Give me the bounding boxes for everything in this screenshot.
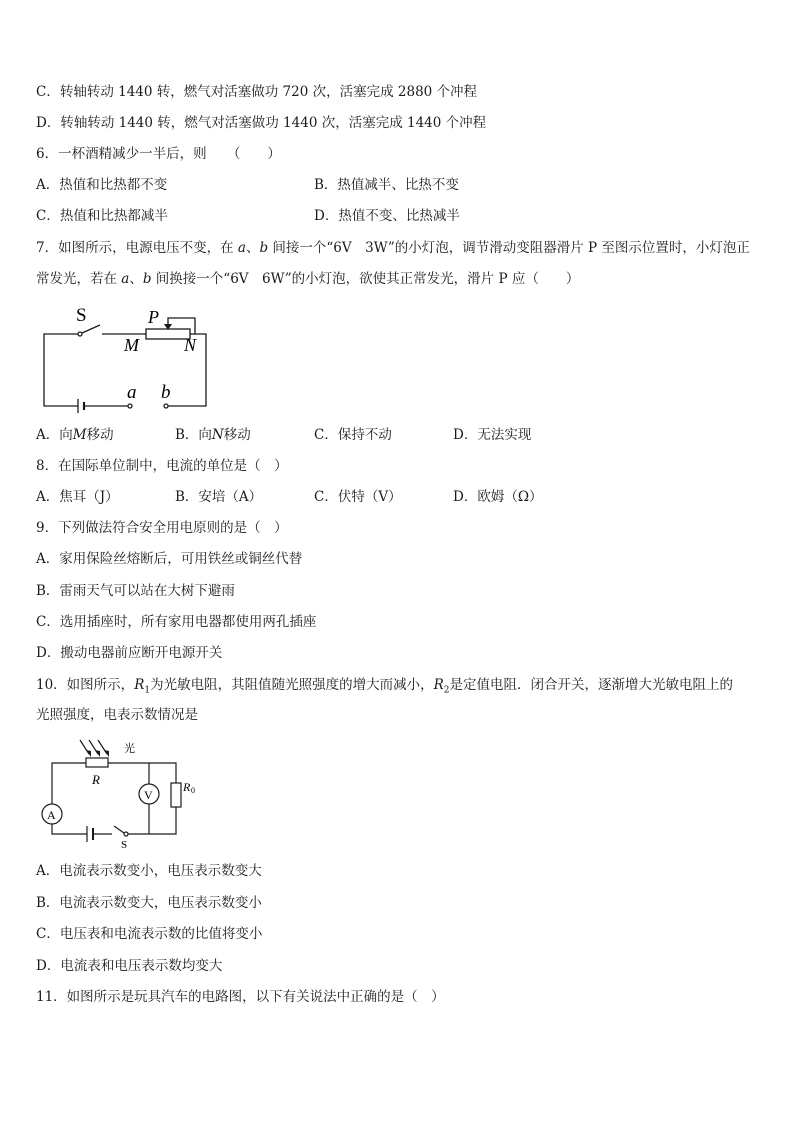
q7-option-b: B．向N移动 <box>175 427 251 443</box>
q5-option-c: C．转轴转动 1440 转，燃气对活塞做功 720 次，活塞完成 2880 个冲程 <box>36 84 478 100</box>
q8-option-a: A．焦耳（J） <box>36 489 119 505</box>
q10-stem-line1: 10．如图所示，$R_1$为光敏电阻，其阻值随光照强度的增大而减小，$R_2$是定值电阻．闭合开关，逐渐增大光敏电阻上的 <box>36 677 733 696</box>
terminal-label-n: N <box>184 335 197 355</box>
q6-stem: 6．一杯酒精减少一半后，则 （ ） <box>36 146 281 162</box>
q8-stem: 8．在国际单位制中，电流的单位是（ ） <box>36 458 288 474</box>
q5-option-d: D．转轴转动 1440 转，燃气对活塞做功 1440 次，活塞完成 1440 个冲程 <box>36 115 487 131</box>
q8-option-b: B．安培（A） <box>175 489 263 505</box>
q10-option-d: D．电流表和电压表示数均变大 <box>36 958 223 974</box>
q7-option-c: C．保持不动 <box>314 427 392 443</box>
q8-option-d: D．欧姆（Ω） <box>453 489 543 505</box>
ammeter-label-a: A <box>47 808 56 822</box>
q7-stem-line1: 7．如图所示，电源电压不变，在 a、b 间接一个“6V 3W”的小灯泡，调节滑动变阻器滑片 P 至图示位置时，小灯泡正 <box>36 240 750 256</box>
slider-label-p: P <box>148 307 159 327</box>
switch-label-s: S <box>76 305 87 326</box>
q11-stem: 11．如图所示是玩具汽车的电路图，以下有关说法中正确的是（ ） <box>36 989 445 1005</box>
q7-stem-line2: 常发光，若在 a、b 间换接一个“6V 6W”的小灯泡，欲使其正常发光，滑片 P 应（ ） <box>36 271 580 287</box>
q9-option-c: C．选用插座时，所有家用电器都使用两孔插座 <box>36 614 317 630</box>
switch-label-s: S <box>121 839 128 851</box>
q6-option-c: C．热值和比热都减半 <box>36 208 168 224</box>
q6-option-b: B．热值减半、比热不变 <box>314 177 459 193</box>
q7-circuit-diagram <box>30 300 220 415</box>
q9-option-a: A．家用保险丝熔断后，可用铁丝或铜丝代替 <box>36 551 303 567</box>
resistor-label-r0-subscript: 0 <box>191 786 195 795</box>
q7-option-a: A．向M移动 <box>36 427 114 443</box>
q10-stem-line2: 光照强度，电表示数情况是 <box>36 707 198 723</box>
q10-option-a: A．电流表示数变小，电压表示数变大 <box>36 863 262 879</box>
terminal-label-m: M <box>124 335 139 355</box>
q9-stem: 9．下列做法符合安全用电原则的是（ ） <box>36 520 288 536</box>
q6-option-d: D．热值不变、比热减半 <box>314 208 460 224</box>
q9-option-b: B．雷雨天气可以站在大树下避雨 <box>36 583 235 599</box>
q10-circuit-diagram <box>36 736 216 854</box>
q10-option-c: C．电压表和电流表示数的比值将变小 <box>36 926 263 942</box>
resistor-label-r: R <box>92 772 100 787</box>
q6-option-a: A．热值和比热都不变 <box>36 177 168 193</box>
light-label: 光 <box>124 742 135 755</box>
terminal-label-a: a <box>127 382 137 403</box>
resistor-label-r0: R <box>183 780 191 794</box>
q10-option-b: B．电流表示数变大，电压表示数变小 <box>36 895 262 911</box>
terminal-label-b: b <box>161 382 171 403</box>
q9-option-d: D．搬动电器前应断开电源开关 <box>36 645 223 661</box>
voltmeter-label-v: V <box>144 788 153 802</box>
q7-option-d: D．无法实现 <box>453 427 532 443</box>
q8-option-c: C．伏特（V） <box>314 489 402 505</box>
